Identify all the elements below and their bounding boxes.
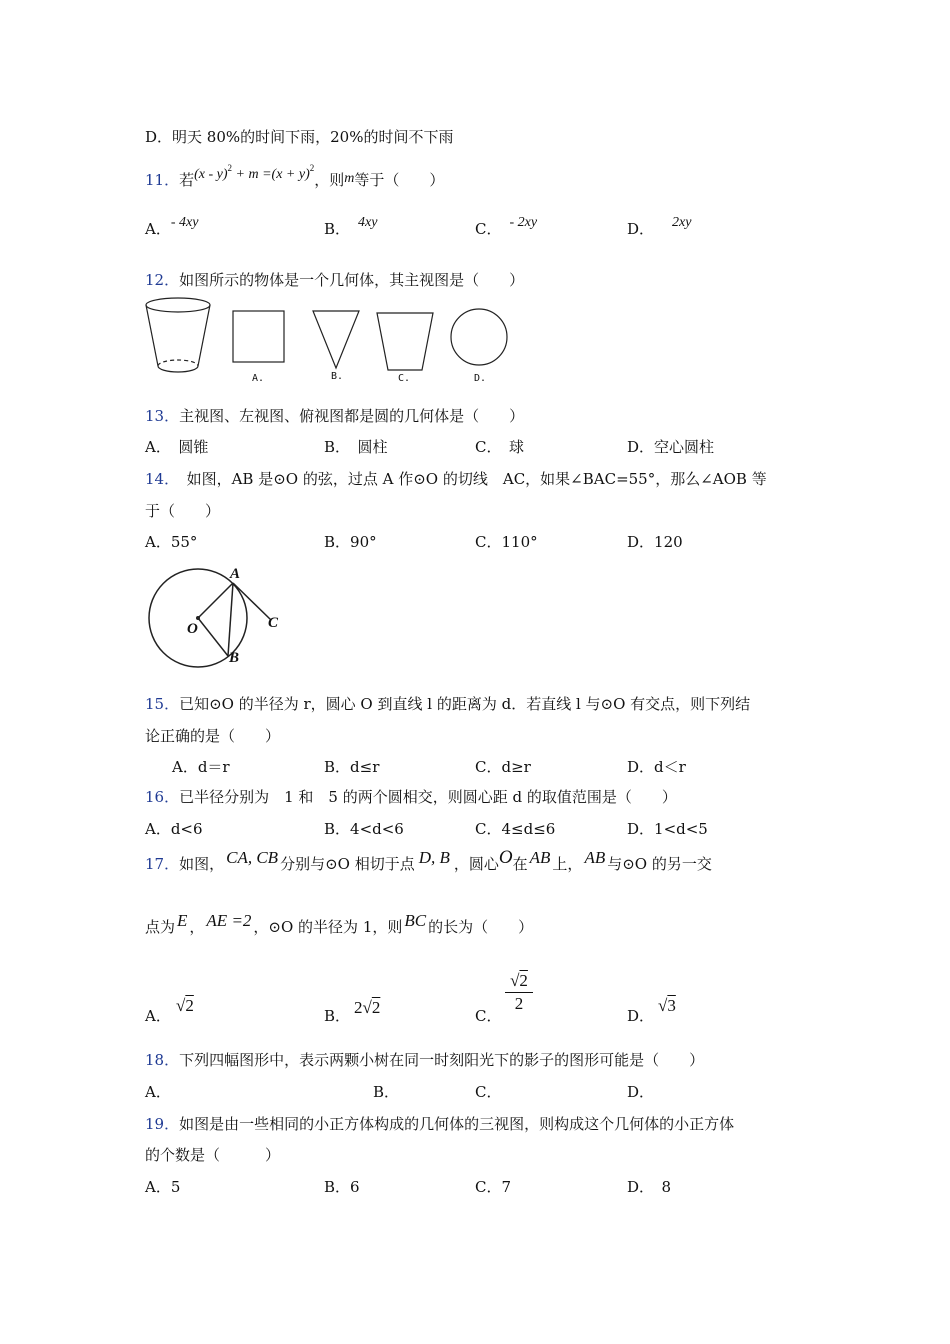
q15-number: 15． [145, 695, 180, 713]
q17-text: ，⊙O 的半径为 1，则 [253, 918, 403, 936]
q13-number: 13． [145, 407, 180, 425]
q17-option-b-value: 2√2 [354, 998, 381, 1017]
option-label: A． [145, 1007, 171, 1025]
q17-math-e: E [177, 911, 188, 930]
q12-label-a: A. [252, 373, 265, 384]
option-label: C． [475, 1007, 502, 1025]
option-label: D． [627, 220, 655, 238]
q18-option-d: D． [627, 1083, 655, 1101]
fig-label-b: B [229, 650, 240, 666]
q16-option-a: A．d<6 [145, 820, 203, 838]
q16-text: 已半径分别为 1 和 5 的两个圆相交，则圆心距 d 的取值范围是（ ） [179, 788, 677, 806]
q17-text: ， [189, 918, 205, 936]
q17-math-o: O [498, 847, 513, 868]
q18-stem [145, 1050, 704, 1070]
q15-option-a: A．d＝r [172, 758, 230, 776]
radicand: 2 [371, 998, 381, 1017]
q17-math-bc: BC [404, 911, 427, 930]
q18-option-c: C． [475, 1083, 502, 1101]
q18-option-a: A． [145, 1083, 171, 1101]
q17-text: 如图， [179, 855, 225, 873]
q15-option-b: B．d≤r [324, 758, 380, 776]
coefficient: 2 [354, 998, 363, 1017]
numerator: 2 [519, 971, 528, 990]
q17-text: 与⊙O 的另一交 [607, 855, 712, 873]
option-value: 4xy [358, 215, 378, 230]
q17-number: 17． [145, 855, 180, 873]
q17-text: 的长为（ ） [428, 918, 534, 936]
option-value: - 2xy [509, 215, 538, 230]
radius-oa [198, 583, 233, 618]
q16-option-d: D．1<d<5 [627, 820, 708, 838]
option-label: C． [475, 220, 502, 238]
q14-stem-line2: 于（ ） [145, 502, 221, 520]
q14-option-a: A．55° [145, 533, 198, 551]
q18-option-b: B． [373, 1083, 400, 1101]
q17-math-ca-cb: CA, CB [226, 848, 279, 867]
q19-text1: 如图是由一些相同的小正方体构成的几何体的三视图，则构成这个几何体的小正方体 [179, 1115, 735, 1133]
q17-option-a [145, 1006, 171, 1026]
q13-option-c: C． 球 [475, 438, 524, 456]
fig-label-c: C [268, 615, 279, 631]
q14-number: 14． [145, 470, 172, 488]
q11-post: 等于（ ） [354, 171, 445, 189]
tangent-ac [233, 583, 271, 620]
q12-label-d: D. [474, 373, 487, 384]
option-value: 2xy [672, 215, 692, 230]
chord-ab [228, 583, 233, 656]
q18-text: 下列四幅图形中，表示两颗小树在同一时刻阳光下的影子的图形可能是（ ） [179, 1051, 705, 1069]
q17-option-c-value: √2 2 [505, 970, 533, 1015]
q17-text: ，圆心 [453, 855, 499, 873]
q12-label-b: B. [331, 371, 344, 382]
q19-option-a: A．5 [145, 1178, 181, 1196]
option-label: B． [324, 220, 351, 238]
fig-label-o: O [187, 621, 198, 637]
q14-text1: 如图，AB 是⊙O 的弦，过点 A 作⊙O 的切线 AC，如果∠BAC=55°，那么∠AOB 等 [171, 470, 767, 488]
q10-option-d: D．明天 80%的时间下雨，20%的时间不下雨 [145, 128, 454, 146]
q16-number: 16． [145, 788, 180, 806]
option-label: D． [627, 1007, 655, 1025]
denominator: 2 [514, 994, 524, 1013]
q17-option-b [324, 1006, 350, 1026]
q17-math-ab: AB [584, 848, 606, 867]
q19-stem-line1 [145, 1114, 734, 1134]
q11-number: 11． [145, 171, 180, 189]
radicand: 2 [185, 996, 194, 1015]
q17-text: 上， [552, 855, 583, 873]
q15-option-d: D．d＜r [627, 758, 686, 776]
q19-option-d: D． 8 [627, 1178, 672, 1196]
q11-exp-2: 2 [309, 163, 315, 173]
fig-label-a: A [230, 566, 241, 582]
q14-option-b: B．90° [324, 533, 377, 551]
q11-expr-left: (x - y) [194, 167, 228, 182]
q15-option-c: C．d≥r [475, 758, 531, 776]
q14-option-d: D．120 [627, 533, 683, 551]
q17-math-d-b: D, B [418, 848, 450, 867]
q17-stem-line2 [145, 911, 534, 937]
center-point [196, 616, 200, 620]
q17-text: 分别与⊙O 相切于点 [280, 855, 415, 873]
option-value: - 4xy [170, 215, 199, 230]
q12-label-c: C. [398, 373, 411, 384]
q17-stem-line1 [145, 847, 712, 874]
q19-number: 19． [145, 1115, 180, 1133]
q17-option-c [475, 1006, 501, 1026]
q11-pre: 若 [179, 171, 195, 189]
q11-expr-mid: + m =(x + y) [232, 167, 310, 182]
q17-math-ae: AE =2 [206, 911, 252, 930]
q14-option-c: C．110° [475, 533, 538, 551]
q13-option-d: D．空心圆柱 [627, 438, 715, 456]
q12-number: 12． [145, 271, 180, 289]
q17-text: 在 [512, 855, 528, 873]
q19-stem-line2: 的个数是（ ） [145, 1146, 281, 1164]
q17-math-ab: AB [529, 848, 551, 867]
q13-text: 主视图、左视图、俯视图都是圆的几何体是（ ） [179, 407, 525, 425]
q11-exp-1: 2 [227, 163, 233, 173]
q17-option-d-value: √3 [658, 996, 676, 1015]
q16-option-c: C．4≤d≤6 [475, 820, 556, 838]
radicand: 3 [667, 996, 676, 1015]
q17-option-a-value: √2 [176, 996, 194, 1015]
q19-option-b: B．6 [324, 1178, 360, 1196]
q12-text: 如图所示的物体是一个几何体，其主视图是（ ） [179, 271, 525, 289]
q11-m-var: m [344, 171, 355, 186]
q17-text: 点为 [145, 918, 176, 936]
q15-stem-line2: 论正确的是（ ） [145, 727, 281, 745]
radius-ob [198, 618, 228, 656]
option-label: A． [145, 220, 171, 238]
q17-option-d [627, 1006, 654, 1026]
q18-number: 18． [145, 1051, 180, 1069]
q11-mid: ，则 [314, 171, 345, 189]
q16-option-b: B．4<d<6 [324, 820, 404, 838]
q15-text1: 已知⊙O 的半径为 r，圆心 O 到直线 l 的距离为 d．若直线 l 与⊙O 有交点，则下列结 [179, 695, 751, 713]
q19-option-c: C．7 [475, 1178, 512, 1196]
option-label: B． [324, 1007, 351, 1025]
q13-option-a: A． 圆锥 [145, 438, 209, 456]
q15-stem-line1 [145, 694, 750, 714]
q16-stem [145, 787, 677, 807]
q13-option-b: B． 圆柱 [324, 438, 388, 456]
